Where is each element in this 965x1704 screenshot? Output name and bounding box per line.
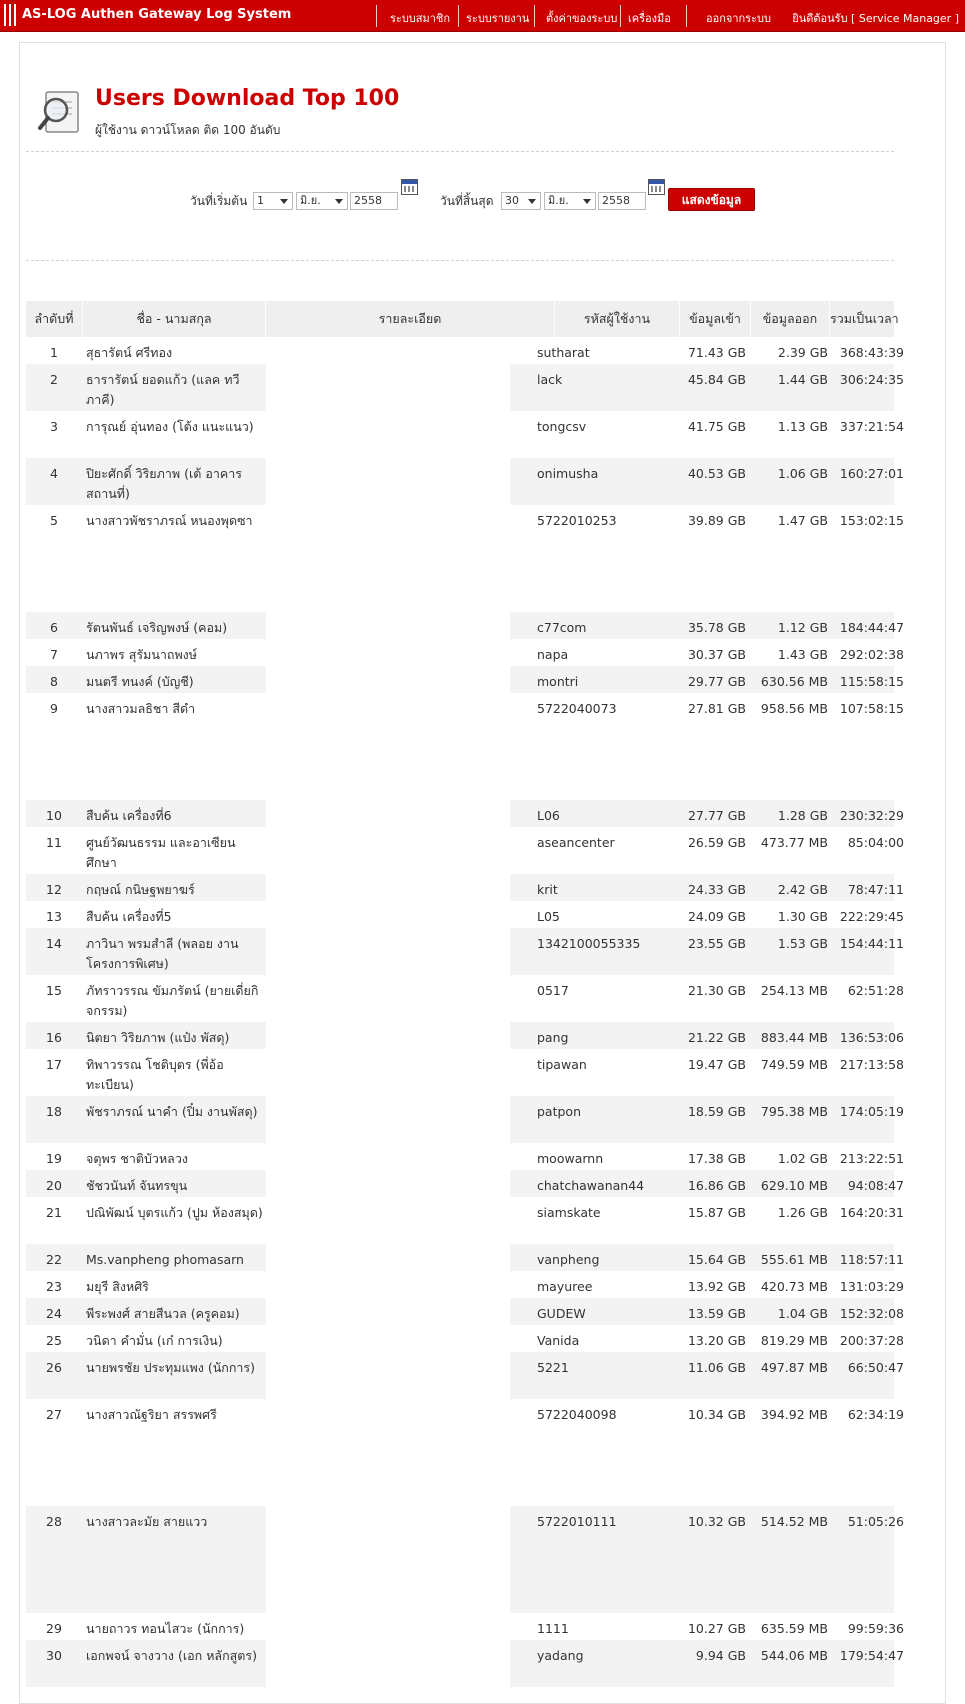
row-data-in: 35.78 GB	[687, 620, 746, 635]
end-year-input[interactable]: 2558	[598, 192, 646, 210]
row-data-out: 1.53 GB	[777, 936, 828, 951]
row-user-id: onimusha	[537, 466, 599, 481]
row-data-out: 1.47 GB	[777, 513, 828, 528]
row-data-out: 819.29 MB	[760, 1333, 828, 1348]
row-user-id: c77com	[537, 620, 587, 635]
row-user-id: krit	[537, 882, 558, 897]
row-data-out: 514.52 MB	[760, 1514, 828, 1529]
row-total-time: 160:27:01	[839, 466, 904, 481]
row-data-in: 21.22 GB	[687, 1030, 746, 1045]
table-row	[26, 1170, 904, 1197]
row-data-in: 21.30 GB	[687, 983, 746, 998]
row-total-time: 179:54:47	[839, 1648, 904, 1663]
row-data-in: 13.92 GB	[687, 1279, 746, 1294]
row-data-in: 71.43 GB	[687, 345, 746, 360]
table-row	[26, 411, 904, 458]
row-data-in: 11.06 GB	[687, 1360, 746, 1375]
row-data-in: 27.77 GB	[687, 808, 746, 823]
row-total-time: 306:24:35	[839, 372, 904, 387]
row-data-in: 45.84 GB	[687, 372, 746, 387]
row-user-id: 1111	[537, 1621, 569, 1636]
row-total-time: 213:22:51	[839, 1151, 904, 1166]
row-total-time: 292:02:38	[839, 647, 904, 662]
table-row	[26, 505, 904, 612]
row-total-time: 78:47:11	[847, 882, 904, 897]
row-total-time: 153:02:15	[839, 513, 904, 528]
end-month-select[interactable]: มิ.ย.	[544, 192, 596, 210]
row-rank: 10	[46, 808, 62, 823]
row-user-id: tipawan	[537, 1057, 587, 1072]
row-user-id: aseancenter	[537, 835, 615, 850]
row-rank: 9	[50, 701, 58, 716]
table-row	[26, 928, 904, 975]
row-user-id: moowarnn	[537, 1151, 604, 1166]
table-row	[26, 1325, 904, 1352]
row-user-id: 1342100055335	[537, 936, 641, 951]
row-data-out: 1.04 GB	[777, 1306, 828, 1321]
row-user-id: lack	[537, 372, 563, 387]
nav-item-logout[interactable]: ออกจากระบบ	[706, 12, 771, 25]
row-user-id: 5221	[537, 1360, 569, 1375]
row-total-time: 230:32:29	[839, 808, 904, 823]
row-data-in: 24.09 GB	[687, 909, 746, 924]
header-total-time: รวมเป็นเวลา	[830, 311, 899, 326]
table-header	[26, 301, 899, 337]
row-data-in: 18.59 GB	[687, 1104, 746, 1119]
row-total-time: 66:50:47	[847, 1360, 904, 1375]
row-user-id: siamskate	[537, 1205, 601, 1220]
row-user-id: GUDEW	[537, 1306, 586, 1321]
row-rank: 17	[46, 1057, 62, 1072]
row-total-time: 51:05:26	[847, 1514, 904, 1529]
row-data-out: 2.39 GB	[777, 345, 828, 360]
row-rank: 27	[46, 1407, 62, 1422]
row-total-time: 337:21:54	[839, 419, 904, 434]
nav-item-tools[interactable]: เครื่องมือ	[628, 12, 671, 25]
row-data-out: 420.73 MB	[760, 1279, 828, 1294]
row-total-time: 368:43:39	[839, 345, 904, 360]
row-data-out: 254.13 MB	[760, 983, 828, 998]
end-date-label: วันที่สิ้นสุด	[440, 194, 494, 208]
row-total-time: 131:03:29	[839, 1279, 904, 1294]
row-rank: 4	[50, 466, 58, 481]
row-name: วนิดา คำมั่น (เก๋ การเงิน)	[86, 1333, 223, 1348]
row-user-id: 5722010253	[537, 513, 617, 528]
row-data-in: 41.75 GB	[687, 419, 746, 434]
row-name: ภัทราวรรณ ขัมภรัตน์ (ยายเดี่ยกิจกรรม)	[86, 983, 259, 1018]
users-download-table	[26, 301, 904, 1687]
row-name: มนตรี ทนงค์ (บัญชี)	[86, 674, 194, 689]
row-data-in: 10.27 GB	[687, 1621, 746, 1636]
page-title: Users Download Top 100	[95, 86, 400, 111]
row-data-out: 1.28 GB	[777, 808, 828, 823]
row-rank: 28	[46, 1514, 62, 1529]
row-total-time: 136:53:06	[839, 1030, 904, 1045]
row-user-id: vanpheng	[537, 1252, 600, 1267]
row-data-in: 24.33 GB	[687, 882, 746, 897]
row-total-time: 200:37:28	[839, 1333, 904, 1348]
row-user-id: 0517	[537, 983, 569, 998]
header-rank: ลำดับที่	[34, 311, 74, 326]
row-total-time: 118:57:11	[839, 1252, 904, 1267]
table-row	[26, 1352, 904, 1399]
row-user-id: montri	[537, 674, 579, 689]
row-rank: 14	[46, 936, 62, 951]
row-total-time: 62:34:19	[847, 1407, 904, 1422]
row-data-out: 883.44 MB	[760, 1030, 828, 1045]
row-rank: 23	[46, 1279, 62, 1294]
row-rank: 8	[50, 674, 58, 689]
row-data-in: 13.59 GB	[687, 1306, 746, 1321]
row-name: การุณย์ อุ่นทอง (โต้ง แนะแนว)	[86, 419, 254, 434]
top-bar	[0, 0, 965, 32]
row-data-in: 17.38 GB	[687, 1151, 746, 1166]
page-subtitle: ผู้ใช้งาน ดาวน์โหลด ติด 100 อันดับ	[95, 123, 281, 137]
table-row	[26, 639, 904, 666]
row-data-out: 749.59 MB	[760, 1057, 828, 1072]
row-rank: 5	[50, 513, 58, 528]
row-total-time: 94:08:47	[847, 1178, 904, 1193]
row-rank: 25	[46, 1333, 62, 1348]
table-row	[26, 1143, 904, 1170]
row-total-time: 184:44:47	[839, 620, 904, 635]
table-row	[26, 693, 904, 800]
row-total-time: 99:59:36	[847, 1621, 904, 1636]
row-rank: 18	[46, 1104, 62, 1119]
row-data-in: 13.20 GB	[687, 1333, 746, 1348]
row-name: นางสาวณัฐริยา สรรพศรี	[86, 1407, 217, 1422]
row-rank: 13	[46, 909, 62, 924]
row-data-in: 9.94 GB	[695, 1648, 746, 1663]
row-data-in: 16.86 GB	[687, 1178, 746, 1193]
end-day-select[interactable]: 30	[501, 192, 541, 210]
row-rank: 6	[50, 620, 58, 635]
row-data-out: 1.12 GB	[777, 620, 828, 635]
row-name: มยุรี สิงหศิริ	[86, 1279, 149, 1294]
row-rank: 21	[46, 1205, 62, 1220]
row-total-time: 85:04:00	[847, 835, 904, 850]
row-data-out: 1.44 GB	[777, 372, 828, 387]
row-name: ทิพาวรรณ โชติบุตร (พี่อ้อ ทะเบียน)	[86, 1057, 224, 1092]
row-data-out: 1.02 GB	[777, 1151, 828, 1166]
header-name: ชื่อ - นามสกุล	[136, 311, 212, 326]
row-data-in: 23.55 GB	[687, 936, 746, 951]
row-name: ธารารัตน์ ยอดแก้ว (แลค ทวีภาคี)	[86, 372, 240, 407]
nav-item-reports[interactable]: ระบบรายงาน	[466, 12, 530, 25]
row-name: สุธารัตน์ ศรีทอง	[86, 345, 173, 360]
start-year-input[interactable]: 2558	[350, 192, 398, 210]
row-rank: 19	[46, 1151, 62, 1166]
row-data-out: 635.59 MB	[760, 1621, 828, 1636]
row-data-in: 29.77 GB	[687, 674, 746, 689]
row-total-time: 115:58:15	[839, 674, 904, 689]
table-row	[26, 827, 904, 874]
row-user-id: 5722010111	[537, 1514, 617, 1529]
row-rank: 30	[46, 1648, 62, 1663]
row-user-id: L05	[537, 909, 560, 924]
row-total-time: 107:58:15	[839, 701, 904, 716]
row-rank: 1	[50, 345, 58, 360]
row-user-id: 5722040098	[537, 1407, 617, 1422]
table-row	[26, 1399, 904, 1506]
row-name: พัชราภรณ์ นาคำ (ปิ๋ม งานพัสดุ)	[86, 1104, 258, 1119]
row-data-out: 629.10 MB	[760, 1178, 828, 1193]
row-user-id: chatchawanan44	[537, 1178, 645, 1193]
table-row	[26, 800, 904, 827]
row-rank: 7	[50, 647, 58, 662]
row-data-in: 39.89 GB	[687, 513, 746, 528]
row-name: รัตนพันธ์ เจริญพงษ์ (คอม)	[86, 620, 228, 635]
app-title: AS-LOG Authen Gateway Log System	[22, 7, 292, 22]
table-row	[26, 1022, 904, 1049]
row-data-out: 1.26 GB	[777, 1205, 828, 1220]
row-name: นางสาวละมัย สายแวว	[86, 1514, 208, 1529]
row-rank: 26	[46, 1360, 62, 1375]
header-detail: รายละเอียด	[378, 311, 442, 326]
report-magnifier-icon	[38, 88, 82, 136]
row-data-out: 1.13 GB	[777, 419, 828, 434]
row-total-time: 152:32:08	[839, 1306, 904, 1321]
row-data-in: 40.53 GB	[687, 466, 746, 481]
nav-item-settings[interactable]: ตั้งค่าของระบบ	[546, 12, 618, 25]
table-row	[26, 1049, 904, 1096]
row-name: นางสาวพัชราภรณ์ หนองพุดซา	[86, 513, 253, 528]
row-user-id: mayuree	[537, 1279, 593, 1294]
row-total-time: 217:13:58	[839, 1057, 904, 1072]
row-rank: 22	[46, 1252, 62, 1267]
row-name: จตุพร ชาติบัวหลวง	[86, 1151, 188, 1166]
row-user-id: patpon	[537, 1104, 582, 1119]
table-row	[26, 458, 904, 505]
row-data-out: 1.30 GB	[777, 909, 828, 924]
row-rank: 24	[46, 1306, 62, 1321]
row-name: เอกพจน์ จางวาง (เอก หลักสูตร)	[86, 1648, 257, 1663]
row-user-id: pang	[537, 1030, 569, 1045]
table-body	[26, 337, 904, 1687]
row-user-id: sutharat	[537, 345, 590, 360]
row-rank: 11	[46, 835, 62, 850]
row-total-time: 164:20:31	[839, 1205, 904, 1220]
row-data-out: 497.87 MB	[760, 1360, 828, 1375]
header-user-id: รหัสผู้ใช้งาน	[583, 311, 651, 326]
row-name: นายพรชัย ประทุมแพง (นักการ)	[86, 1360, 256, 1375]
table-row	[26, 1096, 904, 1143]
row-total-time: 174:05:19	[839, 1104, 904, 1119]
row-data-in: 10.34 GB	[687, 1407, 746, 1422]
row-user-id: 5722040073	[537, 701, 617, 716]
table-row	[26, 1613, 904, 1640]
row-data-out: 2.42 GB	[777, 882, 828, 897]
row-data-out: 1.43 GB	[777, 647, 828, 662]
welcome-text: ยินดีต้อนรับ [ Service Manager ]	[792, 12, 959, 25]
table-row	[26, 1271, 904, 1298]
show-data-button[interactable]: แสดงข้อมูล	[668, 188, 755, 211]
row-name: สืบค้น เครื่องที่5	[86, 909, 172, 924]
header-data-out: ข้อมูลออก	[762, 311, 818, 326]
start-date-label: วันที่เริ่มต้น	[190, 194, 248, 208]
row-data-out: 473.77 MB	[760, 835, 828, 850]
row-data-in: 15.87 GB	[687, 1205, 746, 1220]
row-user-id: tongcsv	[537, 419, 587, 434]
row-data-out: 795.38 MB	[760, 1104, 828, 1119]
row-name: ภาวินา พรมสำลี (พลอย งานโครงการพิเศษ)	[86, 936, 239, 971]
divider	[26, 151, 894, 152]
row-name: ปิยะศักดิ์ วิริยภาพ (เต้ อาคารสถานที่)	[86, 466, 242, 501]
row-user-id: yadang	[537, 1648, 584, 1663]
table-row	[26, 612, 904, 639]
row-data-in: 30.37 GB	[687, 647, 746, 662]
row-data-in: 19.47 GB	[687, 1057, 746, 1072]
table-row	[26, 1197, 904, 1244]
start-calendar-icon[interactable]	[401, 179, 418, 195]
row-name: ศูนย์วัฒนธรรม และอาเซียนศึกษา	[86, 835, 236, 870]
start-day-select[interactable]: 1	[253, 192, 293, 210]
table-row	[26, 1244, 904, 1271]
row-name: นภาพร สุรัมนาถพงษ์	[86, 647, 198, 662]
row-data-out: 394.92 MB	[760, 1407, 828, 1422]
row-rank: 12	[46, 882, 62, 897]
row-name: ชัชวนันท์ จันทรขุน	[86, 1178, 188, 1193]
end-calendar-icon[interactable]	[648, 179, 665, 195]
row-name: Ms.vanpheng phomasarn	[86, 1252, 244, 1267]
divider	[26, 260, 894, 261]
row-user-id: napa	[537, 647, 569, 662]
table-row	[26, 975, 904, 1022]
start-month-select[interactable]: มิ.ย.	[296, 192, 348, 210]
row-rank: 20	[46, 1178, 62, 1193]
table-row	[26, 1640, 904, 1687]
table-row	[26, 874, 904, 901]
row-name: ปณิพัฒน์ บุตรแก้ว (ปูม ห้องสมุด)	[86, 1205, 263, 1220]
row-rank: 16	[46, 1030, 62, 1045]
row-rank: 15	[46, 983, 62, 998]
table-row	[26, 337, 904, 364]
nav-item-members[interactable]: ระบบสมาชิก	[390, 12, 451, 25]
row-name: นิตยา วิริยภาพ (แป๋ง พัสดุ)	[86, 1030, 230, 1045]
table-row	[26, 901, 904, 928]
row-user-id: Vanida	[537, 1333, 580, 1348]
row-name: พีระพงศ์ สายสีนวล (ครูคอม)	[86, 1306, 240, 1321]
row-data-in: 26.59 GB	[687, 835, 746, 850]
row-rank: 3	[50, 419, 58, 434]
row-name: นางสาวมลธิชา สีดำ	[86, 701, 196, 716]
row-data-out: 544.06 MB	[760, 1648, 828, 1663]
row-rank: 29	[46, 1621, 62, 1636]
row-user-id: L06	[537, 808, 560, 823]
header-data-in: ข้อมูลเข้า	[689, 311, 741, 326]
table-row	[26, 364, 904, 411]
row-name: กฤษณ์ กนิษฐพยาฆร์	[86, 882, 195, 897]
row-data-out: 630.56 MB	[760, 674, 828, 689]
row-total-time: 222:29:45	[839, 909, 904, 924]
table-row	[26, 1506, 904, 1613]
row-data-in: 10.32 GB	[687, 1514, 746, 1529]
logo-stripes-icon	[4, 4, 18, 26]
row-rank: 2	[50, 372, 58, 387]
row-data-out: 555.61 MB	[760, 1252, 828, 1267]
row-data-out: 1.06 GB	[777, 466, 828, 481]
table-row	[26, 666, 904, 693]
table-row	[26, 1298, 904, 1325]
row-total-time: 62:51:28	[847, 983, 904, 998]
row-data-in: 27.81 GB	[687, 701, 746, 716]
row-data-in: 15.64 GB	[687, 1252, 746, 1267]
row-total-time: 154:44:11	[839, 936, 904, 951]
row-name: นายถาวร ทอนไสวะ (นักการ)	[86, 1621, 245, 1636]
row-data-out: 958.56 MB	[760, 701, 828, 716]
row-name: สืบค้น เครื่องที่6	[86, 808, 172, 823]
